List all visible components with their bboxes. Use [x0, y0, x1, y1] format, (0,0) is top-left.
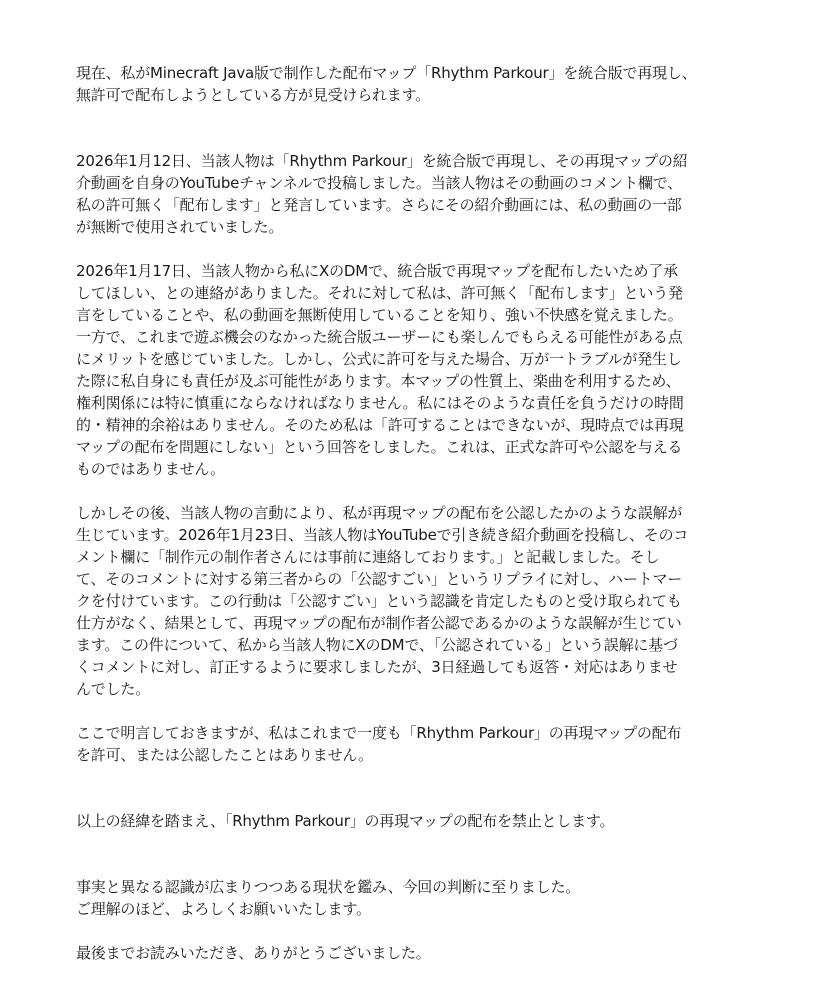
jan12-paragraph: 2026年1月12日、当該人物は「Rhythm Parkour」を統合版で再現し、その再現マップの紹 介動画を自身のYouTubeチャンネルで投稿しました。当該人物はその動画のコメント欄で、 私の許可無く「配布します」と発言しています。さらにその紹介動画には、私の動画の一部 が無断で使用されていました。	[76, 152, 688, 236]
spacer	[76, 238, 738, 260]
jan17-paragraph: 2026年1月17日、当該人物から私にXのDMで、統合版で再現マップを配布したいため了承 してほしい、との連絡がありました。それに対して私は、許可無く「配布します」という発 言をしていることや、私の動画を無断使用していることを知り、強い不快感を覚えました。 一方で、これまで遊ぶ機会のなかった統合版ユーザーにも楽しんでもらえる可能性がある点 にメリットを感じていました。しかし、公式に許可を与えた場合、万が一トラブルが発生し た際に私自身にも責任が及ぶ可能性があります。本マップの性質上、楽曲を利用するため、 権利関係には特に慎重にならなければなりません。私にはそのような責任を負うだけの時間 的・精神的余裕はありません。そのため私は「許可することはできないが、現時点では再現 マップの配布を問題にしない」という回答をしました。これは、正式な許可や公認を与える ものではありません。	[76, 262, 684, 478]
spacer	[76, 700, 738, 722]
spacer	[76, 920, 738, 942]
intro-paragraph: 現在、私がMinecraft Java版で制作した配布マップ「Rhythm Parkour」を統合版で再現し、 無許可で配布しようとしている方が見受けられます。	[76, 64, 697, 104]
spacer	[76, 766, 738, 810]
jan23-paragraph: しかしその後、当該人物の言動により、私が再現マップの配布を公認したかのような誤解が 生じています。2026年1月23日、当該人物はYouTubeで引き続き紹介動画を投稿し、そのコ メント欄に「制作元の制作者さんには事前に連絡しております。」と記載しました。そし て、そのコメントに対する第三者からの「公認すごい」というリプライに対し、ハートマー クを付けています。この行動は「公認すごい」という認識を肯定したものと受け取られても 仕方がなく、結果として、再現マップの配布が制作者公認であるかのような誤解が生じてい ます。この件について、私から当該人物にXのDMで、「公認されている」という誤解に基づ くコメントに対し、訂正するように要求しましたが、3日経過しても返答・対応はありませ んでした。	[76, 504, 689, 698]
clarification-paragraph: ここで明言しておきますが、私はこれまで一度も「Rhythm Parkour」の再現マップの配布 を許可、または公認したことはありません。	[76, 724, 682, 764]
statement-document	[76, 62, 738, 964]
spacer	[76, 106, 738, 150]
prohibition-paragraph: 以上の経緯を踏まえ、「Rhythm Parkour」の再現マップの配布を禁止とします。	[76, 812, 615, 830]
closing-paragraph: 最後までお読みいただき、ありがとうございました。	[76, 944, 431, 962]
spacer	[76, 832, 738, 876]
spacer	[76, 480, 738, 502]
conclusion-paragraph: 事実と異なる認識が広まりつつある現状を鑑み、今回の判断に至りました。 ご理解のほど、よろしくお願いいたします。	[76, 878, 581, 918]
